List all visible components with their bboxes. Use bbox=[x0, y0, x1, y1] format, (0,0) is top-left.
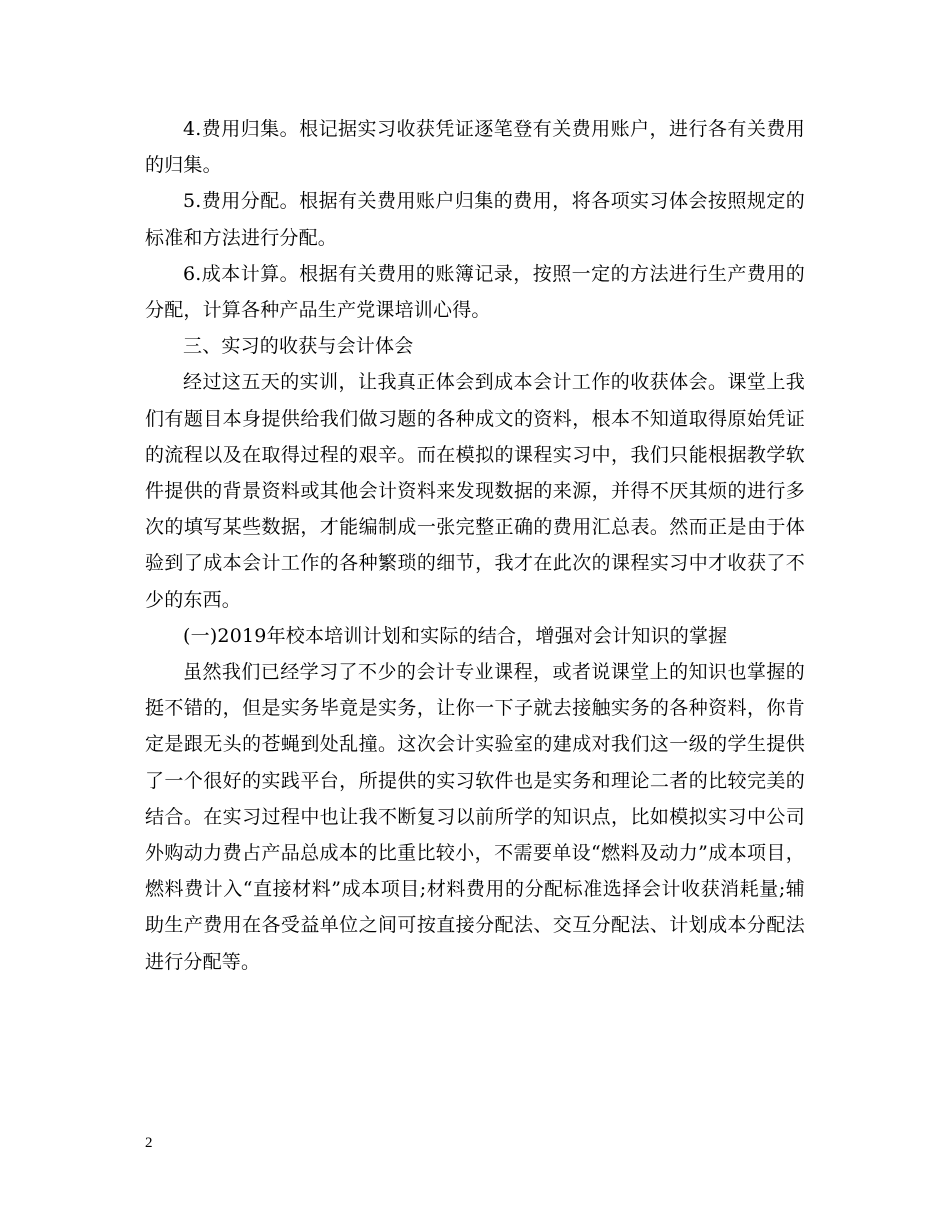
subsection-heading-theory-practice: (一)2019年校本培训计划和实际的结合，增强对会计知识的掌握 bbox=[183, 624, 728, 647]
page-number: 2 bbox=[145, 1135, 153, 1151]
section-heading-internship-gains: 三、实习的收获与会计体会 bbox=[183, 335, 414, 358]
paragraph-cost-calculation: 6.成本计算。根据有关费用的账簿记录，按照一定的方法进行生产费用的分配，计算各种产品生产党课培训心得。 bbox=[145, 262, 805, 322]
paragraph-expense-collection: 4.费用归集。根记据实习收获凭证逐笔登有关费用账户，进行各有关费用的归集。 bbox=[145, 118, 805, 177]
document-body bbox=[145, 111, 805, 980]
paragraph-expense-allocation: 5.费用分配。根据有关费用账户归集的费用，将各项实习体会按照规定的标准和方法进行分配。 bbox=[145, 190, 805, 249]
paragraph-training-experience: 经过这五天的实训，让我真正体会到成本会计工作的收获体会。课堂上我们有题目本身提供给我们做习题的各种成文的资料，根本不知道取得原始凭证的流程以及在取得过程的艰辛。而在模拟的课程实习中，我们只能根据教学软件提供的背景资料或其他会计资料来发现数据的来源，并得不厌其烦的进行多次的填写某些数据，才能编制成一张完整正确的费用汇总表。然而正是由于体验到了成本会计工作的各种繁琐的细节，我才在此次的课程实习中才收获了不少的东西。 bbox=[145, 371, 805, 611]
paragraph-practice-platform: 虽然我们已经学习了不少的会计专业课程，或者说课堂上的知识也掌握的挺不错的，但是实务毕竟是实务，让你一下子就去接触实务的各种资料，你肯定是跟无头的苍蝇到处乱撞。这次会计实验室的建成对我们这一级的学生提供了一个很好的实践平台，所提供的实习软件也是实务和理论二者的比较完美的结合。在实习过程中也让我不断复习以前所学的知识点，比如模拟实习中公司外购动力费占产品总成本的比重比较小，不需要单设“燃料及动力”成本项目，燃料费计入“直接材料”成本项目;材料费用的分配标准选择会计收获消耗量;辅助生产费用在各受益单位之间可按直接分配法、交互分配法、计划成本分配法进行分配等。 bbox=[145, 661, 805, 973]
